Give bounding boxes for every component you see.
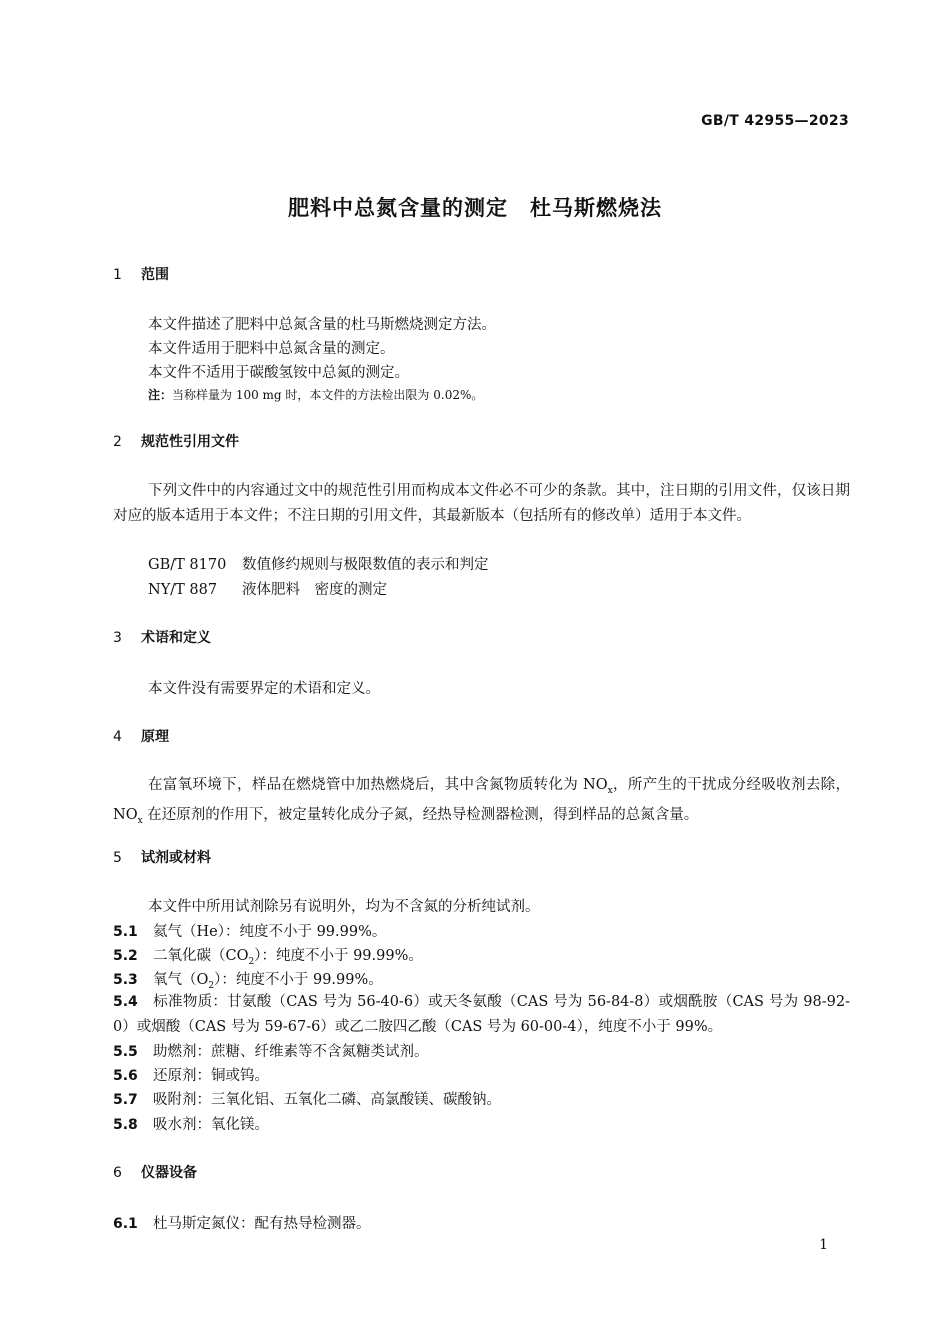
clause-text: ）：纯度不小于 99.99%。	[214, 972, 383, 988]
clause-number: 5.1	[113, 924, 138, 940]
page-number: 1	[819, 1237, 828, 1253]
clause-5-2	[113, 944, 423, 967]
section-number: 3	[113, 630, 122, 646]
clause-6-1	[113, 1212, 371, 1233]
section-number: 6	[113, 1165, 122, 1181]
clause-5-3	[113, 968, 383, 991]
section-number: 1	[113, 267, 122, 283]
clause-number: 5.8	[113, 1117, 138, 1133]
subscript-x: x	[137, 816, 143, 827]
standard-code: GB/T 42955—2023	[701, 113, 849, 129]
section-title: 仪器设备	[141, 1165, 197, 1181]
note-text: 当称样量为 100 mg 时，本文件的方法检出限为 0.02%。	[172, 388, 484, 402]
clause-number: 5.5	[113, 1044, 138, 1060]
principle-text-part: 在还原剂的作用下，被定量转化成分子氮，经热导检测器检测，得到样品的总氮含量。	[142, 807, 699, 824]
clause-number: 5.3	[113, 972, 138, 988]
scope-paragraph-1: 本文件描述了肥料中总氮含量的杜马斯燃烧测定方法。	[148, 317, 496, 333]
clause-5-8	[113, 1113, 269, 1134]
reference-code: NY/T 887	[148, 582, 218, 598]
section-4-heading	[113, 726, 169, 746]
normative-references-intro: 下列文件中的内容通过文中的规范性引用而构成本文件必不可少的条款。其中，注日期的引用文件，仅该日期对应的版本适用于本文件；不注日期的引用文件，其最新版本（包括所有的修改单）适用于本文件。	[113, 483, 850, 524]
clause-5-6	[113, 1064, 269, 1085]
clause-5-5	[113, 1040, 429, 1061]
reference-title: 液体肥料 密度的测定	[242, 582, 387, 598]
clause-text: ）：纯度不小于 99.99%。	[254, 948, 423, 964]
subscript-2: 2	[248, 956, 255, 967]
clause-number: 5.6	[113, 1068, 138, 1084]
clause-text: 吸附剂：三氧化铝、五氧化二磷、高氯酸镁、碳酸钠。	[153, 1092, 501, 1108]
section-title: 试剂或材料	[141, 850, 211, 866]
clause-number: 5.4	[113, 994, 138, 1010]
reagents-intro: 本文件中所用试剂除另有说明外，均为不含氮的分析纯试剂。	[148, 899, 540, 915]
section-number: 4	[113, 729, 122, 745]
clause-5-7	[113, 1088, 501, 1109]
clause-text: 二氧化碳（CO	[153, 948, 249, 964]
clause-text: 氧气（O	[153, 972, 209, 988]
section-6-heading	[113, 1162, 197, 1182]
section-title: 范围	[141, 267, 169, 283]
note-label: 注：	[148, 388, 173, 402]
terms-paragraph: 本文件没有需要界定的术语和定义。	[148, 681, 380, 697]
clause-number: 5.2	[113, 948, 138, 964]
subscript-x: x	[607, 785, 613, 796]
principle-paragraph	[113, 773, 850, 834]
clause-number: 6.1	[113, 1216, 138, 1232]
reference-code: GB/T 8170	[148, 557, 227, 573]
clause-text: 氦气（He）：纯度不小于 99.99%。	[153, 924, 387, 940]
reference-item	[148, 553, 489, 574]
clause-number: 5.7	[113, 1092, 138, 1108]
section-3-heading	[113, 627, 211, 647]
section-1-heading	[113, 264, 169, 284]
section-title: 原理	[141, 729, 169, 745]
clause-text: 吸水剂：氧化镁。	[153, 1117, 269, 1133]
clause-text: 杜马斯定氮仪：配有热导检测器。	[153, 1216, 371, 1232]
scope-note	[148, 386, 483, 403]
scope-paragraph-2: 本文件适用于肥料中总氮含量的测定。	[148, 341, 395, 357]
scope-paragraph-3: 本文件不适用于碳酸氢铵中总氮的测定。	[148, 365, 409, 381]
section-title: 术语和定义	[141, 630, 211, 646]
section-title: 规范性引用文件	[141, 434, 239, 450]
clause-5-4	[113, 990, 850, 1039]
section-2-heading	[113, 431, 239, 451]
subscript-2: 2	[208, 980, 215, 991]
principle-text-part: ，所产生的干扰成分经吸收剂去除，NO	[113, 777, 851, 824]
clause-text: 还原剂：铜或钨。	[153, 1068, 269, 1084]
clause-text: 助燃剂：蔗糖、纤维素等不含氮糖类试剂。	[153, 1044, 429, 1060]
principle-text-part: 在富氧环境下，样品在燃烧管中加热燃烧后，其中含氮物质转化为 NO	[148, 777, 608, 793]
clause-text: 标准物质：甘氨酸（CAS 号为 56-40-6）或天冬氨酸（CAS 号为 56-84-8）或烟酰胺（CAS 号为 98-92-0）或烟酸（CAS 号为 59-67-6）或乙二胺四乙酸（CAS 号为 60-00-4），纯度不小于 99%。	[113, 994, 850, 1035]
section-5-heading	[113, 847, 211, 867]
reference-title: 数值修约规则与极限数值的表示和判定	[242, 557, 489, 573]
reference-item	[148, 578, 387, 599]
section-number: 2	[113, 434, 122, 450]
section-number: 5	[113, 850, 122, 866]
clause-5-1	[113, 920, 386, 941]
document-title: 肥料中总氮含量的测定 杜马斯燃烧法	[288, 196, 662, 220]
